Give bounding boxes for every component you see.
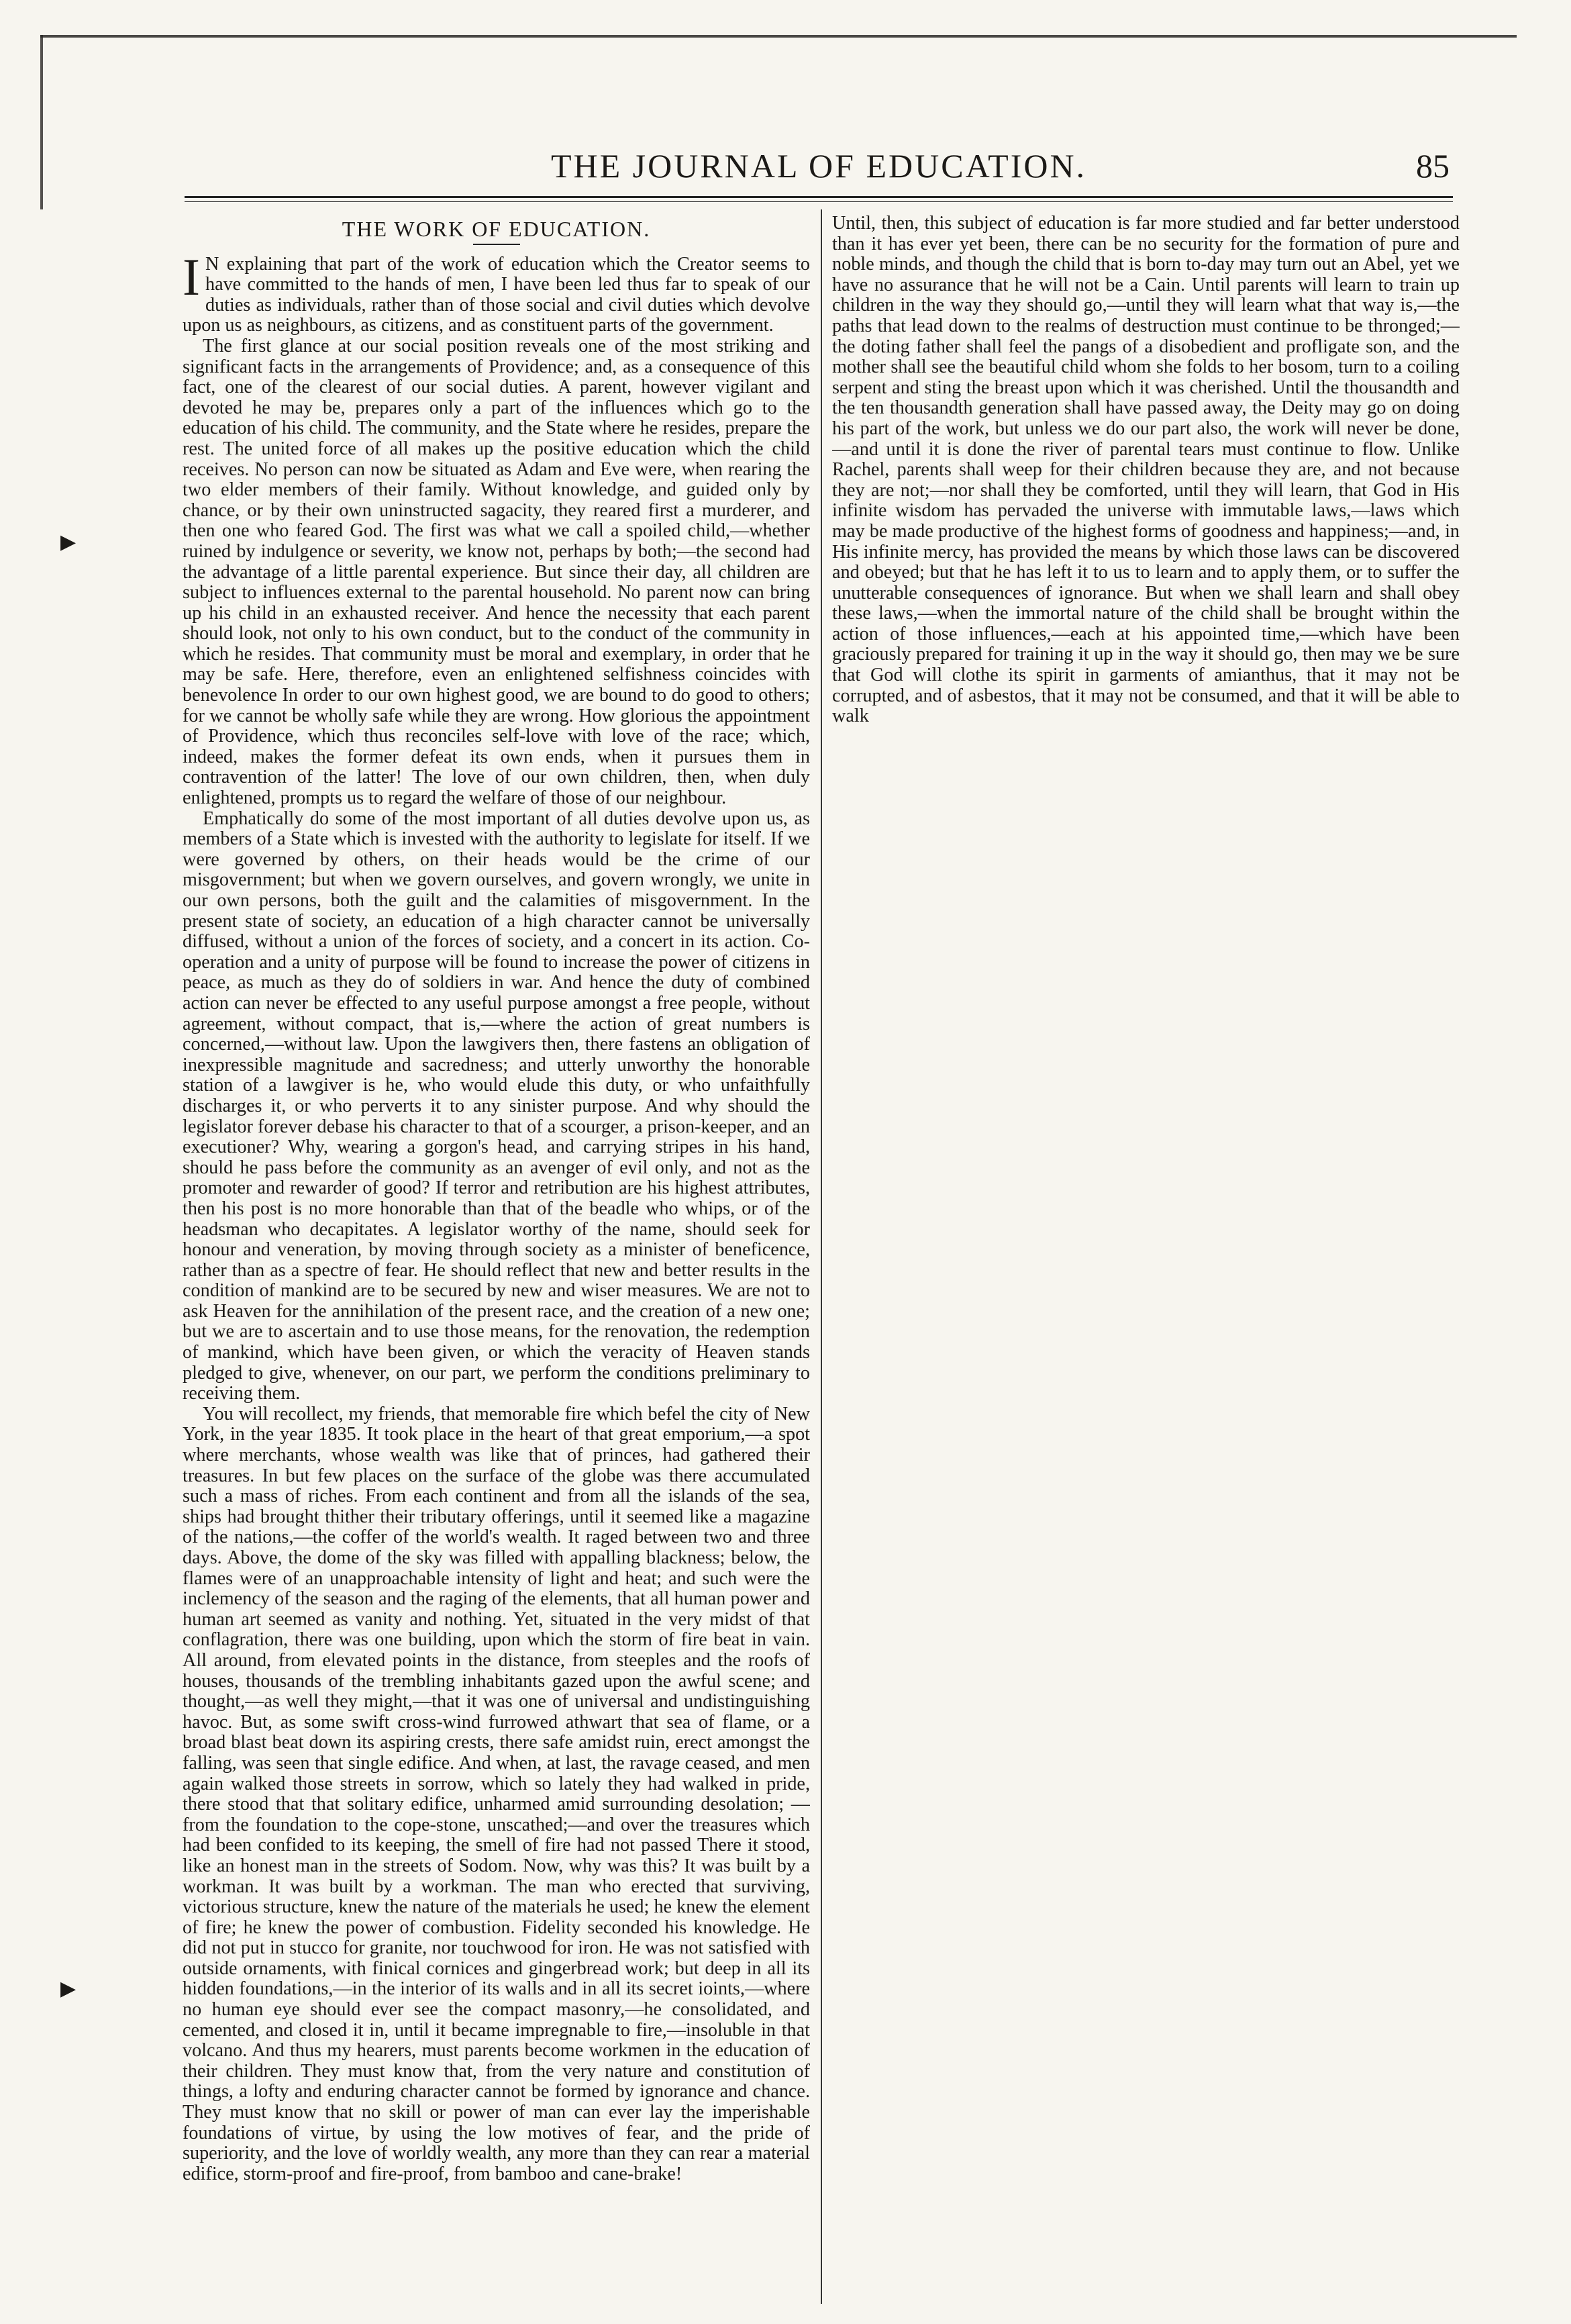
column-divider [821,209,822,2304]
margin-mark-icon: ▶ [60,530,77,554]
scan-edge-left [40,35,43,209]
paragraph-1-text: N explaining that part of the work of education which the Creator seems to have committed to the hands of men, I have been led thus far to speak of our duties as individuals, rather than of those social and civil duties which devolve upon us as neighbours, as citizens, and as constituent parts of the government. [183,253,810,336]
article-column-right [832,213,1460,2301]
drop-cap: I [183,247,200,306]
header-rule-thin [185,201,1453,202]
paragraph-5: Until, then, this subject of education is far more studied and far better understood than it has ever yet been, there can be no security for the formation of pure and noble minds, and though the child that is born to-day may turn out an Abel, yet we have no assurance that he will not be a Cain. Until parents will learn to train up children in the way they should go,—until they will learn what that way is,—the paths that lead down to the realms of destruction must continue to be thronged;—the doting father shall feel the pangs of a disobedient and profligate son, and the mother shall see the beautiful child whom she folds to her bosom, turn to a coiling serpent and sting the breast upon which it was cherished. Until the thousandth and the ten thousandth generation shall have passed away, the Deity may go on doing his part of the work, but unless we do our part also, the work will never be done,—and until it is done the river of parental tears must continue to flow. Unlike Rachel, parents shall weep for their children because they are, and not because they are not;—nor shall they be comforted, until they will learn, that God in His infinite wisdom has pervaded the universe with immutable laws,—laws which may be made productive of the highest forms of goodness and happiness;—and, in His infinite mercy, has provided the means by which those laws can be discovered and obeyed; but that he has left it to us to learn and to apply them, or to suffer the unutterable consequences of ignorance. But when we shall learn and shall obey these laws,—when the immortal nature of the child shall be brought within the action of those influences,—each at his appointed time,—which have been graciously prepared for training it up in the way it should go, then may we be sure that God will clothe its spirit in garments of amianthus, that it may not be corrupted, and of asbestos, that it may not be consumed, and that it will be able to walk [832,213,1460,727]
page-number: 85 [1416,147,1450,185]
article-column-left [183,213,810,2301]
header-rule-thick [185,196,1453,198]
scan-edge-top [40,35,1517,38]
paragraph-3: Emphatically do some of the most important of all duties devolve upon us, as members of a State which is invested with the authority to legislate for itself. If we were governed by others, on their heads would be the crime of our misgovernment; but when we govern ourselves, and govern wrongly, we unite in our own persons, both the guilt and the calamities of misgovernment. In the present state of society, an education of a high character cannot be universally diffused, without a union of the forces of society, and a concert in its action. Co-operation and a unity of purpose will be found to increase the power of citizens in peace, as much as they do of soldiers in war. And hence the duty of combined action can never be effected to any useful purpose amongst a free people, without agreement, without compact, that is,—where the action of great numbers is concerned,—without law. Upon the lawgivers then, there fastens an obligation of inexpressible magnitude and sacredness; and utterly unworthy the honorable station of a lawgiver is he, who would elude this duty, or who unfaithfully discharges it, or who perverts it to any sinister purpose. And why should the legislator forever debase his character to that of a scourger, a prison-keeper, and an executioner? Why, wearing a gorgon's head, and carrying stripes in his hand, should he pass before the community as an avenger of evil only, and not as the promoter and rewarder of good? If terror and retribution are his highest attributes, then his post is no more honorable than that of the beadle who whips, or of the headsman who decapitates. A legislator worthy of the name, should seek for honour and veneration, by moving through society as a minister of beneficence, rather than as a spectre of fear. He should reflect that new and better results in the condition of mankind are to be secured by new and wiser measures. We are not to ask Heaven for the annihilation of the present race, and the creation of a new one; but we are to ascertain and to use those means, for the renovation, the redemption of mankind, which have been given, or which the veracity of Heaven stands pledged to give, whenever, on our part, we perform the conditions preliminary to receiving them. [183,808,810,1404]
paragraph-2: The first glance at our social position reveals one of the most striking and significant facts in the arrangements of Providence; and, as a consequence of this fact, one of the clearest of our social duties. A parent, however vigilant and devoted he may be, prepares only a part of the influences which go to the education of his child. The community, and the State where he resides, prepare the rest. The united force of all makes up the positive education which the child receives. No person can now be situated as Adam and Eve were, when rearing the two elder members of their family. Without knowledge, and guided only by chance, or by their own uninstructed sagacity, they reared first a murderer, and then one who feared God. The first was what we call a spoiled child,—whether ruined by indulgence or severity, we know not, perhaps by both;—the second had the advantage of a little parental experience. But since their day, all children are subject to influences external to the parental household. No parent now can bring up his child in an exhausted receiver. And hence the necessity that each parent should look, not only to his own conduct, but to the conduct of the community in which he resides. That community must be moral and exemplary, in order that he may be safe. Here, therefore, even an enlightened selfishness coincides with benevolence In order to our own highest good, we are bound to do good to others; for we cannot be wholly safe while they are wrong. How glorious the appointment of Providence, which thus reconciles self-love with love of the race; which, indeed, makes the former defeat its own ends, when it pursues them in contravention of the latter! The love of our own children, then, when duly enlightened, prompts us to regard the welfare of those of our neighbour. [183,335,810,809]
title-rule [473,244,520,245]
paragraph-4: You will recollect, my friends, that memorable fire which befel the city of New York, in the year 1835. It took place in the heart of that great emporium,—a spot where merchants, whose wealth was like that of princes, had gathered their treasures. In but few places on the surface of the globe was there accumulated such a mass of riches. From each continent and from all the islands of the sea, ships had brought thither their tributary offerings, until it seemed like a magazine of the nations,—the coffer of the world's wealth. It raged between two and three days. Above, the dome of the sky was filled with appalling blackness; below, the flames were of an unapproachable intensity of light and heat; and such were the inclemency of the season and the raging of the elements, that all human power and human art seemed as vanity and nothing. Yet, situated in the very midst of that conflagration, there was one building, upon which the storm of fire beat in vain. All around, from elevated points in the distance, from steeples and the roofs of houses, thousands of the trembling inhabitants gazed upon the awful scene; and thought,—as well they might,—that it was one of universal and undistinguishing havoc. But, as some swift cross-wind furrowed athwart that sea of flame, or a broad blast beat down its aspiring crests, there safe amidst ruin, erect amongst the falling, was seen that single edifice. And when, at last, the ravage ceased, and men again walked those streets in sorrow, which so lately they had walked in pride, there stood that that solitary edifice, unharmed amid surrounding desolation; — from the foundation to the cope-stone, unscathed;—and over the treasures which had been confided to its keeping, the smell of fire had not passed There it stood, like an honest man in the streets of Sodom. Now, why was this? It was built by a workman. It was built by a workman. The man who erected that surviving, victorious structure, knew the nature of the materials he used; he knew the element of fire; he knew the power of combustion. Fidelity seconded his knowledge. He did not put in stucco for granite, nor touchwood for iron. He was not satisfied with outside ornaments, with finical cornices and gingerbread work; but deep in all its hidden foundations,—in the interior of its walls and in all its secret ioints,—where no human eye should ever see the compact masonry,—he consolidated, and cemented, and closed it in, until it became impregnable to fire,—insoluble in that volcano. And thus my hearers, must parents become workmen in the education of their children. They must know that, from the very nature and constitution of things, a lofty and enduring character cannot be formed by ignorance and chance. They must know that no skill or power of man can ever lay the imperishable foundations of virtue, by using the low motives of fear, and the pride of superiority, and the love of worldly wealth, any more than they can rear a material edifice, storm-proof and fire-proof, from bamboo and cane-brake! [183,1403,810,2184]
article-title: THE WORK OF EDUCATION. [342,217,651,241]
margin-mark-icon: ▶ [60,1977,77,2000]
running-title: THE JOURNAL OF EDUCATION. [550,147,1087,185]
paragraph-1 [183,247,810,336]
